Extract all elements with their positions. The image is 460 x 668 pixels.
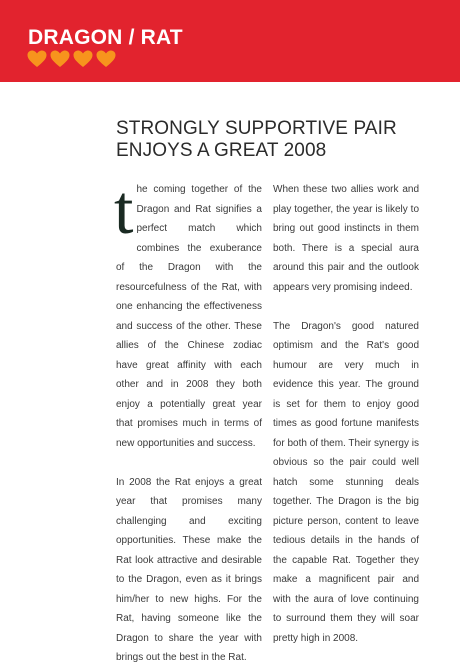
heart-icon (27, 50, 47, 68)
paragraph-1-text: he coming together of the Dragon and Rat signifies a perfect match which combines the exuberance of the Dragon with the resourcefulness of the Rat, with one enhancing the effectiveness and success of the other. These allies of the Chinese zodiac have great affinity with each other and in 2008 they both enjoy a potentially great year that promises much in terms of new opportunities and success. (116, 184, 262, 449)
headline-line-2: ENJOYS A GREAT 2008 (116, 140, 327, 161)
article-column-right (273, 180, 419, 648)
heart-icon (73, 50, 93, 68)
compatibility-rating (27, 50, 116, 68)
page-title: DRAGON / RAT (28, 26, 183, 49)
paragraph-1 (114, 172, 262, 453)
paragraph-4: The Dragon's good natured optimism and the Rat's good humour are very much in evidence this year. The ground is set for them to enjoy good times as good fortune manifests for both of them. Their synergy is obvious so the pair could well hatch some stunning deals together. The Dragon is the big picture person, content to leave tedious details in the hands of the capable Rat. Together they make a magnificent pair and with the aura of love continuing to surround them they will soar pretty high in 2008. (273, 320, 419, 644)
paragraph-2: In 2008 the Rat enjoys a great year that promises many challenging and exciting opportunities. These make the Rat look attractive and desirable to the Dragon, even as it brings him/her to new highs. For the Rat, having someone like the Dragon to share the year with brings out the best in the Rat. (116, 476, 262, 663)
paragraph-3: When these two allies work and play together, the year is likely to bring out good instincts in them both. There is a special aura around this pair and the outlook appears very promising indeed. (273, 184, 419, 293)
header-banner (0, 0, 460, 82)
drop-cap: t (114, 172, 134, 249)
article-column-left (114, 172, 262, 668)
heart-icon (50, 50, 70, 68)
article-headline (116, 118, 436, 162)
heart-icon (96, 50, 116, 68)
headline-line-1: STRONGLY SUPPORTIVE PAIR (116, 118, 397, 139)
